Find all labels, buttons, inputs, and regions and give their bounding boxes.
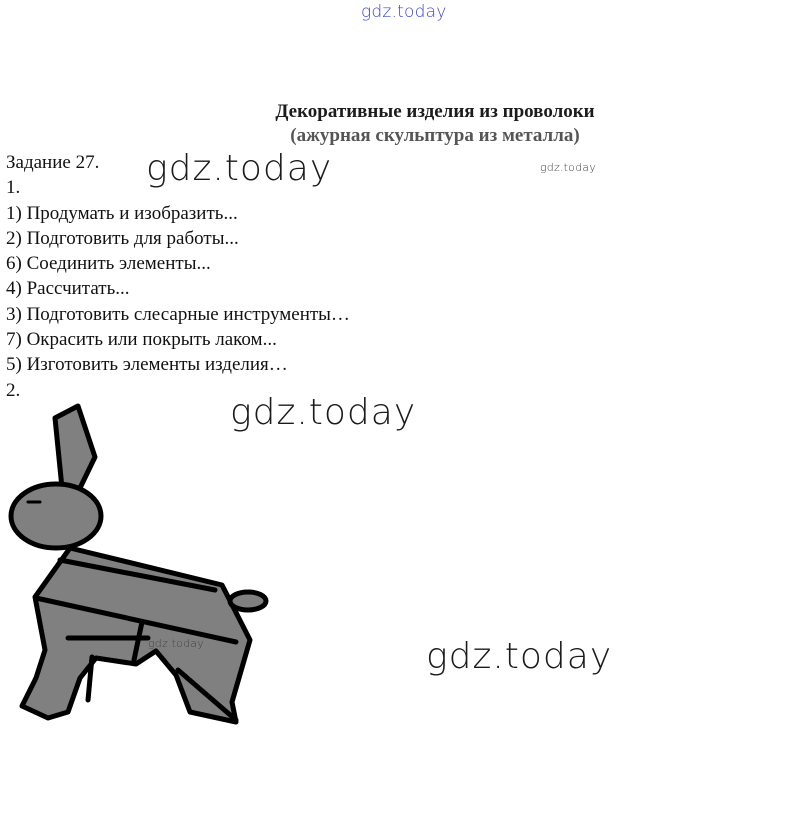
step-item: 7) Окрасить или покрыть лаком... — [6, 329, 277, 351]
step-item: 1) Продумать и изобразить... — [6, 202, 238, 224]
page-subtitle: (ажурная скульптура из металла) — [290, 125, 580, 146]
step-item: 5) Изготовить элементы изделия… — [6, 354, 288, 376]
rabbit-head — [11, 484, 101, 548]
step-item: 2) Подготовить для работы... — [6, 227, 239, 249]
step-item: 6) Соединить элементы... — [6, 253, 211, 275]
step-item: 3) Подготовить слесарные инструменты… — [6, 303, 350, 325]
part-2-label: 2. — [6, 379, 21, 401]
rabbit-illustration — [0, 395, 280, 740]
page-title: Декоративные изделия из проволоки — [275, 101, 595, 122]
watermark: gdz.today — [146, 148, 333, 189]
watermark-small: gdz.today — [148, 637, 204, 650]
watermark-small: gdz.today — [540, 161, 596, 174]
step-item: 4) Рассчитать... — [6, 278, 130, 300]
rabbit-figure — [11, 406, 266, 722]
watermark: gdz.today — [230, 392, 417, 433]
rabbit-ear — [55, 406, 95, 488]
task-heading: Задание 27. — [6, 152, 100, 173]
part-1-label: 1. — [6, 177, 21, 199]
watermark-top: gdz.today — [361, 2, 447, 22]
watermark: gdz.today — [426, 636, 613, 677]
rabbit-tail — [230, 592, 266, 610]
